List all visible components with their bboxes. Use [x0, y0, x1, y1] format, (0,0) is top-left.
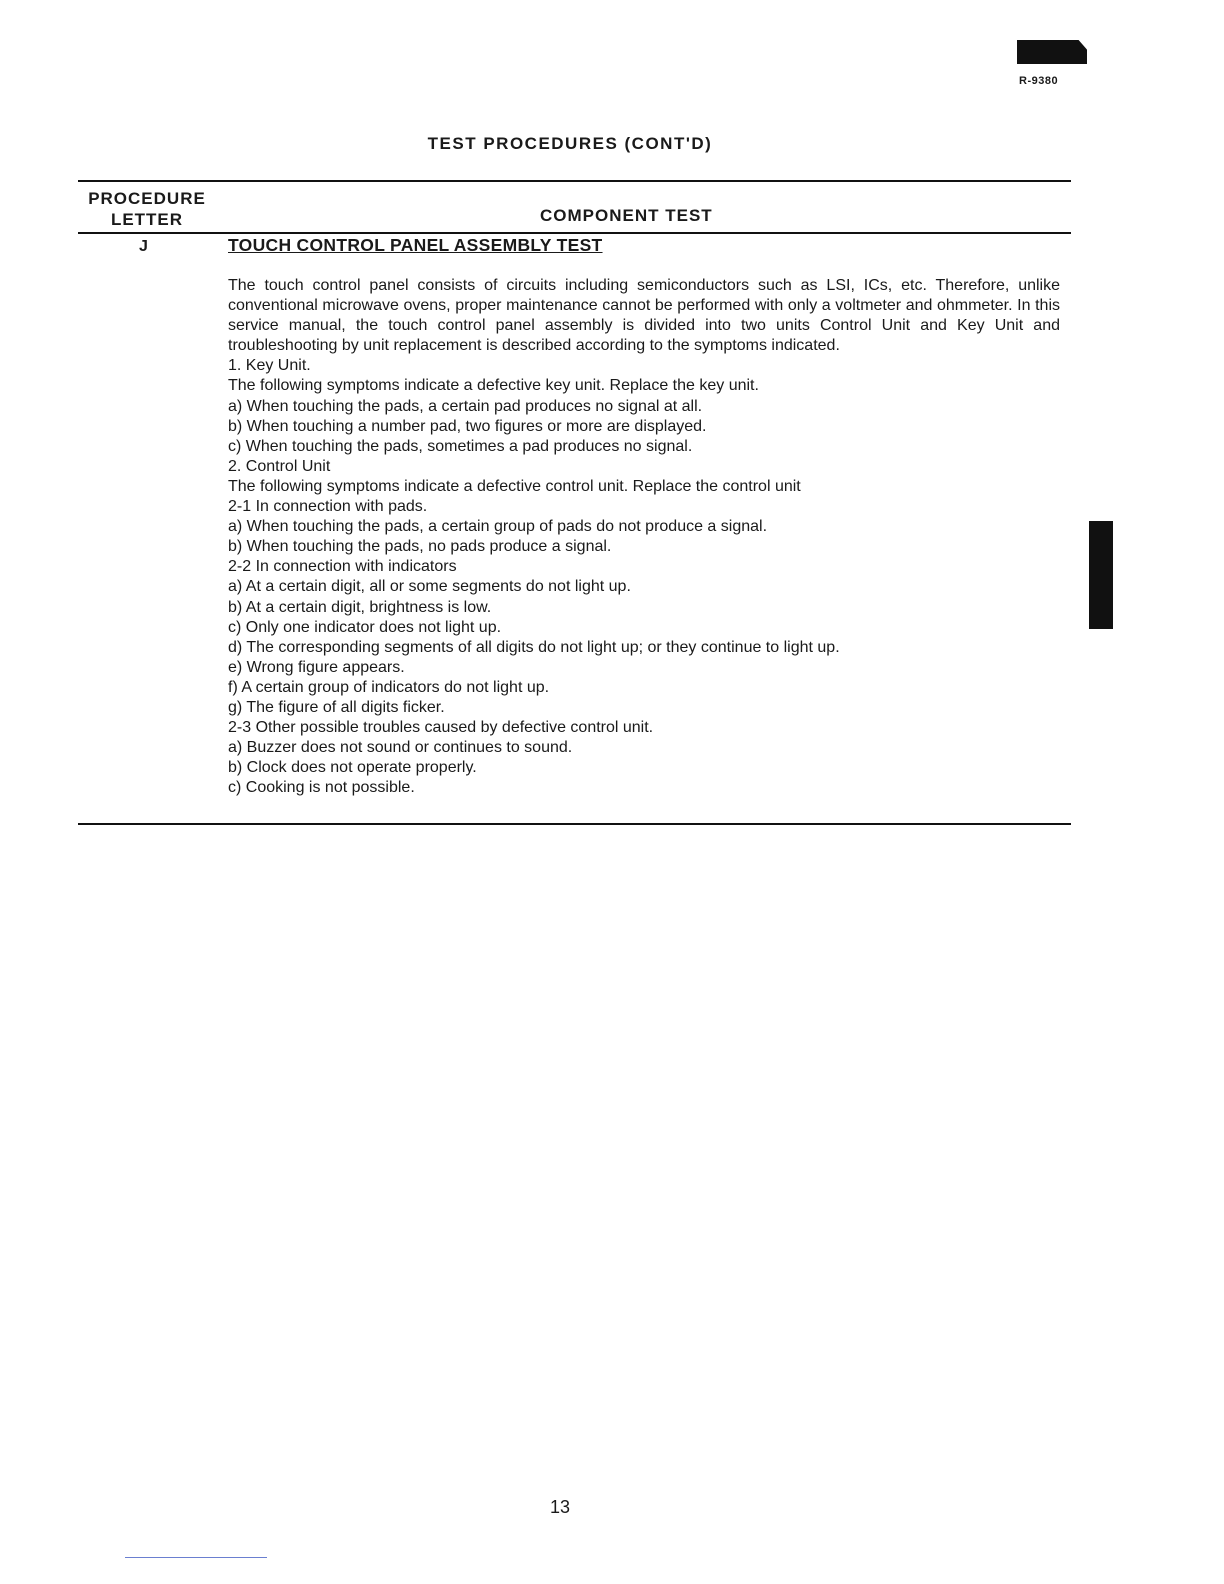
- body-line: a) When touching the pads, a certain group of pads do not produce a signal.: [228, 518, 768, 536]
- table-header-rule: [78, 232, 1071, 234]
- body-line: d) The corresponding segments of all digits do not light up; or they continue to light up.: [228, 638, 840, 656]
- body-line: 2-2 In connection with indicators: [228, 558, 457, 576]
- body-line: a) Buzzer does not sound or continues to sound.: [228, 739, 573, 757]
- body-line: b) Clock does not operate properly.: [228, 759, 477, 777]
- body-line: f) A certain group of indicators do not light up.: [228, 678, 550, 696]
- body-line: b) When touching the pads, no pads produce a signal.: [228, 538, 612, 556]
- body-line: c) Cooking is not possible.: [228, 779, 415, 797]
- procedure-header-line2: LETTER: [110, 210, 184, 229]
- body-line: 1. Key Unit.: [228, 357, 311, 375]
- body-line: b) When touching a number pad, two figures or more are displayed.: [228, 417, 707, 435]
- procedure-title: TOUCH CONTROL PANEL ASSEMBLY TEST: [228, 235, 603, 255]
- body-line: a) At a certain digit, all or some segments do not light up.: [228, 578, 631, 596]
- component-test-header: COMPONENT TEST: [540, 206, 713, 225]
- page-title: TEST PROCEDURES (CONT'D): [427, 134, 713, 153]
- intro-paragraph: The touch control panel consists of circuits including semiconductors such as LSI, ICs, etc. Therefore, unlike conventional microwave ovens, proper maintenance cannot be performed with only a voltmeter and ohmmeter. In this service manual, the touch control panel assembly is divided into two units Control Unit and Key Unit and troubleshooting by unit replacement is described according to the symptoms indicated.: [228, 277, 1060, 355]
- header-tab-marker: [1017, 40, 1087, 64]
- body-line: e) Wrong figure appears.: [228, 658, 405, 676]
- section-tab-marker: [1089, 521, 1113, 629]
- body-line: The following symptoms indicate a defective control unit. Replace the control unit: [228, 477, 801, 495]
- model-number: R-9380: [1019, 75, 1059, 87]
- body-line: The following symptoms indicate a defective key unit. Replace the key unit.: [228, 377, 759, 395]
- table-bottom-rule: [78, 823, 1071, 825]
- procedure-body: [228, 276, 1060, 798]
- body-line: b) At a certain digit, brightness is low.: [228, 598, 492, 616]
- body-line: c) When touching the pads, sometimes a pad produces no signal.: [228, 437, 693, 455]
- procedure-header-line1: PROCEDURE: [88, 189, 206, 208]
- body-line: 2-1 In connection with pads.: [228, 498, 428, 516]
- body-line: c) Only one indicator does not light up.: [228, 618, 502, 636]
- body-line: 2. Control Unit: [228, 457, 331, 475]
- page-number: 13: [550, 1497, 571, 1517]
- table-top-rule: [78, 180, 1071, 182]
- procedure-letter-header: [84, 188, 210, 230]
- body-line: 2-3 Other possible troubles caused by defective control unit.: [228, 719, 654, 737]
- procedure-letter: J: [139, 238, 148, 255]
- body-line: g) The figure of all digits ficker.: [228, 698, 445, 716]
- footer-link-underline: [125, 1557, 267, 1558]
- body-line: a) When touching the pads, a certain pad produces no signal at all.: [228, 397, 703, 415]
